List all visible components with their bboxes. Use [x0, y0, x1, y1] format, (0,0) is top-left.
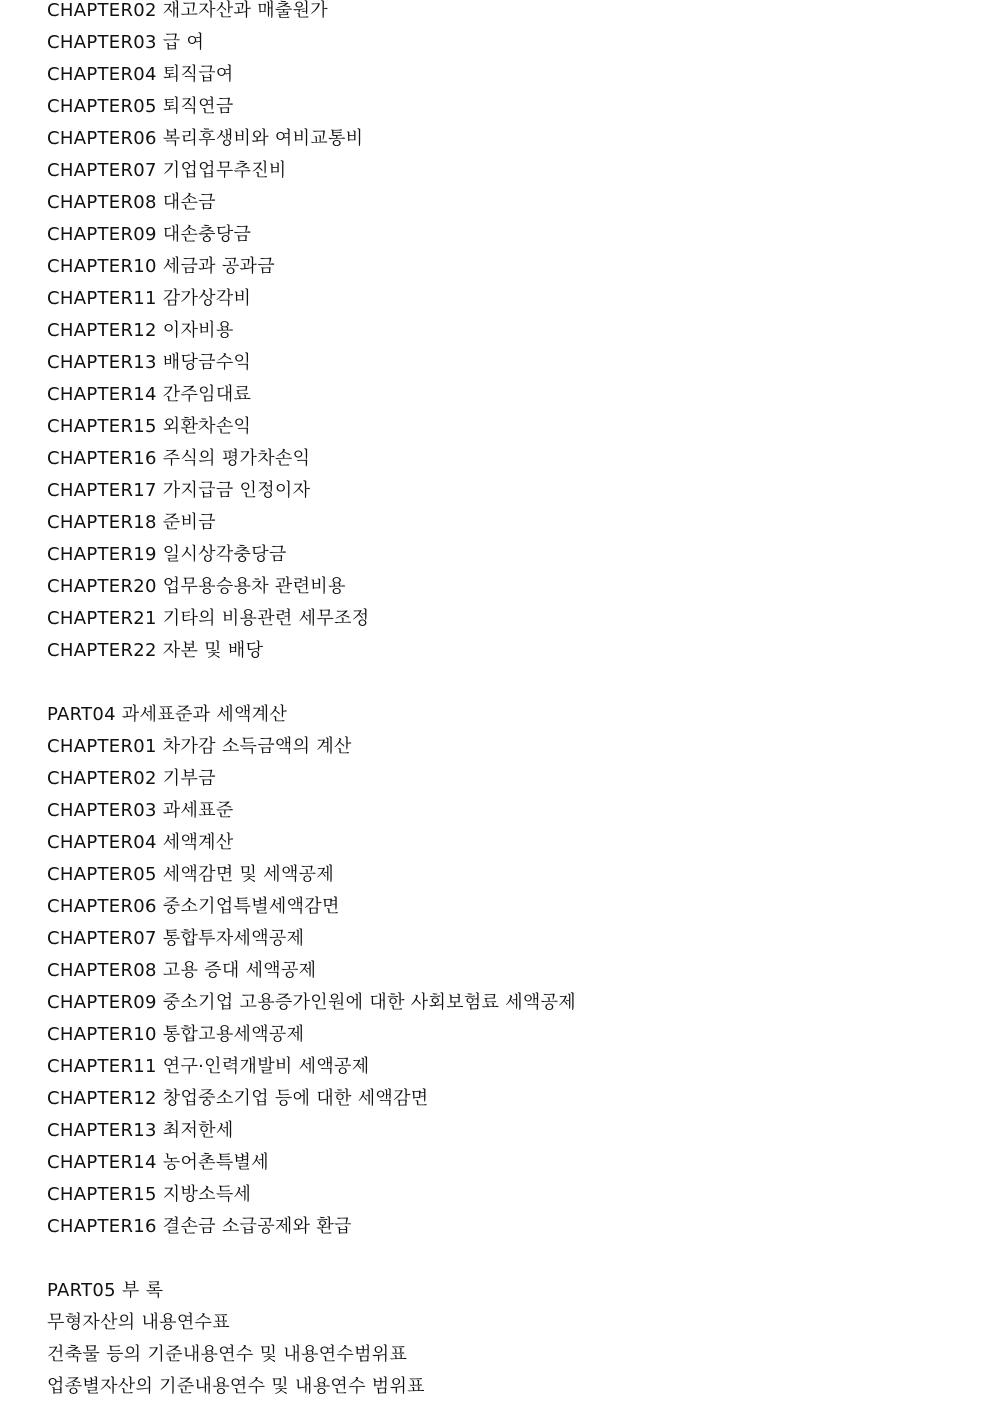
toc-entry-p4-chapter16-loss-carryback: CHAPTER16 결손금 소급공제와 환급: [47, 1216, 352, 1237]
toc-entry-chapter07-business-promotion: CHAPTER07 기업업무추진비: [47, 160, 287, 181]
toc-entry-p4-chapter15-local-income-tax: CHAPTER15 지방소득세: [47, 1184, 252, 1205]
toc-entry-chapter17-provisional-payment: CHAPTER17 가지급금 인정이자: [47, 480, 311, 501]
toc-entry-p4-chapter05-reduction-credit: CHAPTER05 세액감면 및 세액공제: [47, 864, 335, 885]
toc-entry-chapter14-deemed-rent: CHAPTER14 간주임대료: [47, 384, 252, 405]
toc-entry-p4-chapter11-rnd-credit: CHAPTER11 연구·인력개발비 세액공제: [47, 1056, 370, 1077]
toc-appendix-industry-asset-useful-life: 업종별자산의 기준내용연수 및 내용연수 범위표: [47, 1376, 425, 1397]
table-of-contents: [47, 0, 972, 1403]
toc-entry-chapter15-fx: CHAPTER15 외환차손익: [47, 416, 252, 437]
toc-entry-chapter19-lump-sum-depreciation: CHAPTER19 일시상각충당금: [47, 544, 287, 565]
toc-entry-chapter09-bad-debt-allowance: CHAPTER09 대손충당금: [47, 224, 252, 245]
toc-entry-chapter03-salary: CHAPTER03 급 여: [47, 32, 205, 53]
toc-entry-chapter20-business-vehicle: CHAPTER20 업무용승용차 관련비용: [47, 576, 346, 597]
toc-entry-p4-chapter07-investment-credit: CHAPTER07 통합투자세액공제: [47, 928, 305, 949]
toc-spacer: [47, 1243, 972, 1275]
toc-entry-chapter02-inventory: CHAPTER02 재고자산과 매출원가: [47, 0, 328, 21]
toc-part05-heading: PART05 부 록: [47, 1280, 164, 1301]
toc-entry-chapter06-welfare: CHAPTER06 복리후생비와 여비교통비: [47, 128, 364, 149]
toc-entry-p4-chapter14-rural-special-tax: CHAPTER14 농어촌특별세: [47, 1152, 269, 1173]
toc-spacer: [47, 667, 972, 699]
toc-entry-chapter08-bad-debts: CHAPTER08 대손금: [47, 192, 216, 213]
toc-entry-chapter18-reserves: CHAPTER18 준비금: [47, 512, 216, 533]
toc-entry-chapter13-dividend-income: CHAPTER13 배당금수익: [47, 352, 252, 373]
toc-entry-chapter04-severance: CHAPTER04 퇴직급여: [47, 64, 234, 85]
toc-entry-chapter22-capital-dividend: CHAPTER22 자본 및 배당: [47, 640, 264, 661]
toc-entry-chapter16-stock-valuation: CHAPTER16 주식의 평가차손익: [47, 448, 311, 469]
toc-entry-p4-chapter10-integrated-employment: CHAPTER10 통합고용세액공제: [47, 1024, 305, 1045]
toc-entry-chapter12-interest: CHAPTER12 이자비용: [47, 320, 234, 341]
toc-entry-p4-chapter13-minimum-tax: CHAPTER13 최저한세: [47, 1120, 234, 1141]
toc-entry-p4-chapter06-sme-reduction: CHAPTER06 중소기업특별세액감면: [47, 896, 340, 917]
toc-entry-chapter11-depreciation: CHAPTER11 감가상각비: [47, 288, 252, 309]
toc-entry-chapter10-taxes-dues: CHAPTER10 세금과 공과금: [47, 256, 275, 277]
toc-entry-p4-chapter03-tax-base: CHAPTER03 과세표준: [47, 800, 234, 821]
toc-entry-p4-chapter02-donations: CHAPTER02 기부금: [47, 768, 216, 789]
toc-appendix-building-useful-life: 건축물 등의 기준내용연수 및 내용연수범위표: [47, 1344, 408, 1365]
toc-entry-p4-chapter08-employment-credit: CHAPTER08 고용 증대 세액공제: [47, 960, 317, 981]
toc-part04-heading: PART04 과세표준과 세액계산: [47, 704, 288, 725]
toc-entry-chapter05-pension: CHAPTER05 퇴직연금: [47, 96, 234, 117]
toc-entry-chapter21-other-costs: CHAPTER21 기타의 비용관련 세무조정: [47, 608, 370, 629]
toc-entry-p4-chapter01-income: CHAPTER01 차가감 소득금액의 계산: [47, 736, 352, 757]
toc-entry-p4-chapter04-tax-calculation: CHAPTER04 세액계산: [47, 832, 234, 853]
toc-entry-p4-chapter09-social-insurance-credit: CHAPTER09 중소기업 고용증가인원에 대한 사회보험료 세액공제: [47, 992, 576, 1013]
toc-appendix-intangible-useful-life: 무형자산의 내용연수표: [47, 1312, 230, 1333]
toc-entry-p4-chapter12-startup-reduction: CHAPTER12 창업중소기업 등에 대한 세액감면: [47, 1088, 429, 1109]
